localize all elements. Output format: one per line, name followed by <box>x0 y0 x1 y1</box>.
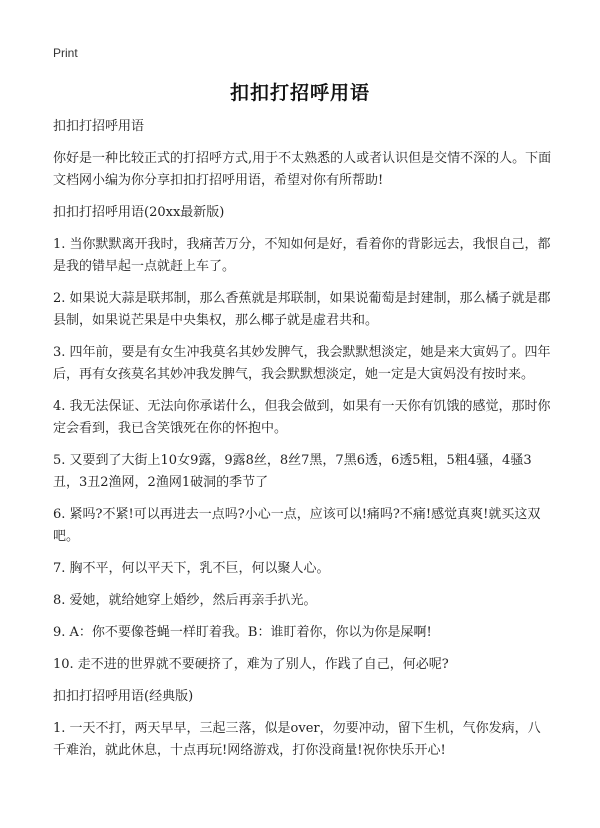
document-body <box>53 116 553 772</box>
list-item: 1. 当你默默离开我时，我痛苦万分，不知如何是好，看着你的背影远去，我恨自己，都是我的错早起一点就赶上车了。 <box>53 237 551 274</box>
list-item: 10. 走不进的世界就不要硬挤了，难为了别人，作践了自己，何必呢? <box>53 657 449 672</box>
intro-paragraph: 你好是一种比较正式的打招呼方式,用于不太熟悉的人或者认识但是交情不深的人。下面文档网小编为你分享扣扣打招呼用语，希望对你有所帮助! <box>53 151 552 188</box>
list-item: 8. 爱她，就给她穿上婚纱，然后再亲手扒光。 <box>53 593 317 608</box>
list-item: 6. 紧吗?不紧!可以再进去一点吗?小心一点，应该可以!痛吗?不痛!感觉真爽!就买这双吧。 <box>53 507 541 544</box>
section-heading: 扣扣打招呼用语(20xx最新版) <box>53 205 225 220</box>
section-heading: 扣扣打招呼用语(经典版) <box>53 689 194 704</box>
list-item: 2. 如果说大蒜是联邦制，那么香蕉就是邦联制，如果说葡萄是封建制，那么橘子就是郡县制，如果说芒果是中央集权，那么椰子就是虚君共和。 <box>53 291 551 328</box>
list-item: 4. 我无法保证、无法向你承诺什么，但我会做到，如果有一天你有饥饿的感觉，那时你定会看到，我已含笑饿死在你的怀抱中。 <box>53 399 551 436</box>
list-item: 1. 一天不打，两天早早，三起三落，似是over，勿要冲动，留下生机，气你发病，八千难治，就此休息，十点再玩!网络游戏，打你没商量!祝你快乐开心! <box>53 721 541 758</box>
list-item: 3. 四年前，要是有女生冲我莫名其妙发脾气，我会默默想淡定，她是来大寅妈了。四年后，再有女孩莫名其妙冲我发脾气，我会默默想淡定，她一定是大寅妈没有按时来。 <box>53 345 551 382</box>
list-item: 9. A：你不要像苍蝇一样盯着我。B：谁盯着你，你以为你是屎啊! <box>53 625 432 640</box>
print-link[interactable]: Print <box>53 46 78 60</box>
section-heading: 扣扣打招呼用语 <box>53 119 145 134</box>
page-title: 扣扣打招呼用语 <box>229 82 370 104</box>
list-item: 5. 又要到了大街上10女9露，9露8丝，8丝7黑，7黑6透，6透5粗，5粗4骚，4骚3丑，3丑2渔网，2渔网1破洞的季节了 <box>53 453 532 490</box>
list-item: 7. 胸不平，何以平天下，乳不巨，何以聚人心。 <box>53 561 330 576</box>
